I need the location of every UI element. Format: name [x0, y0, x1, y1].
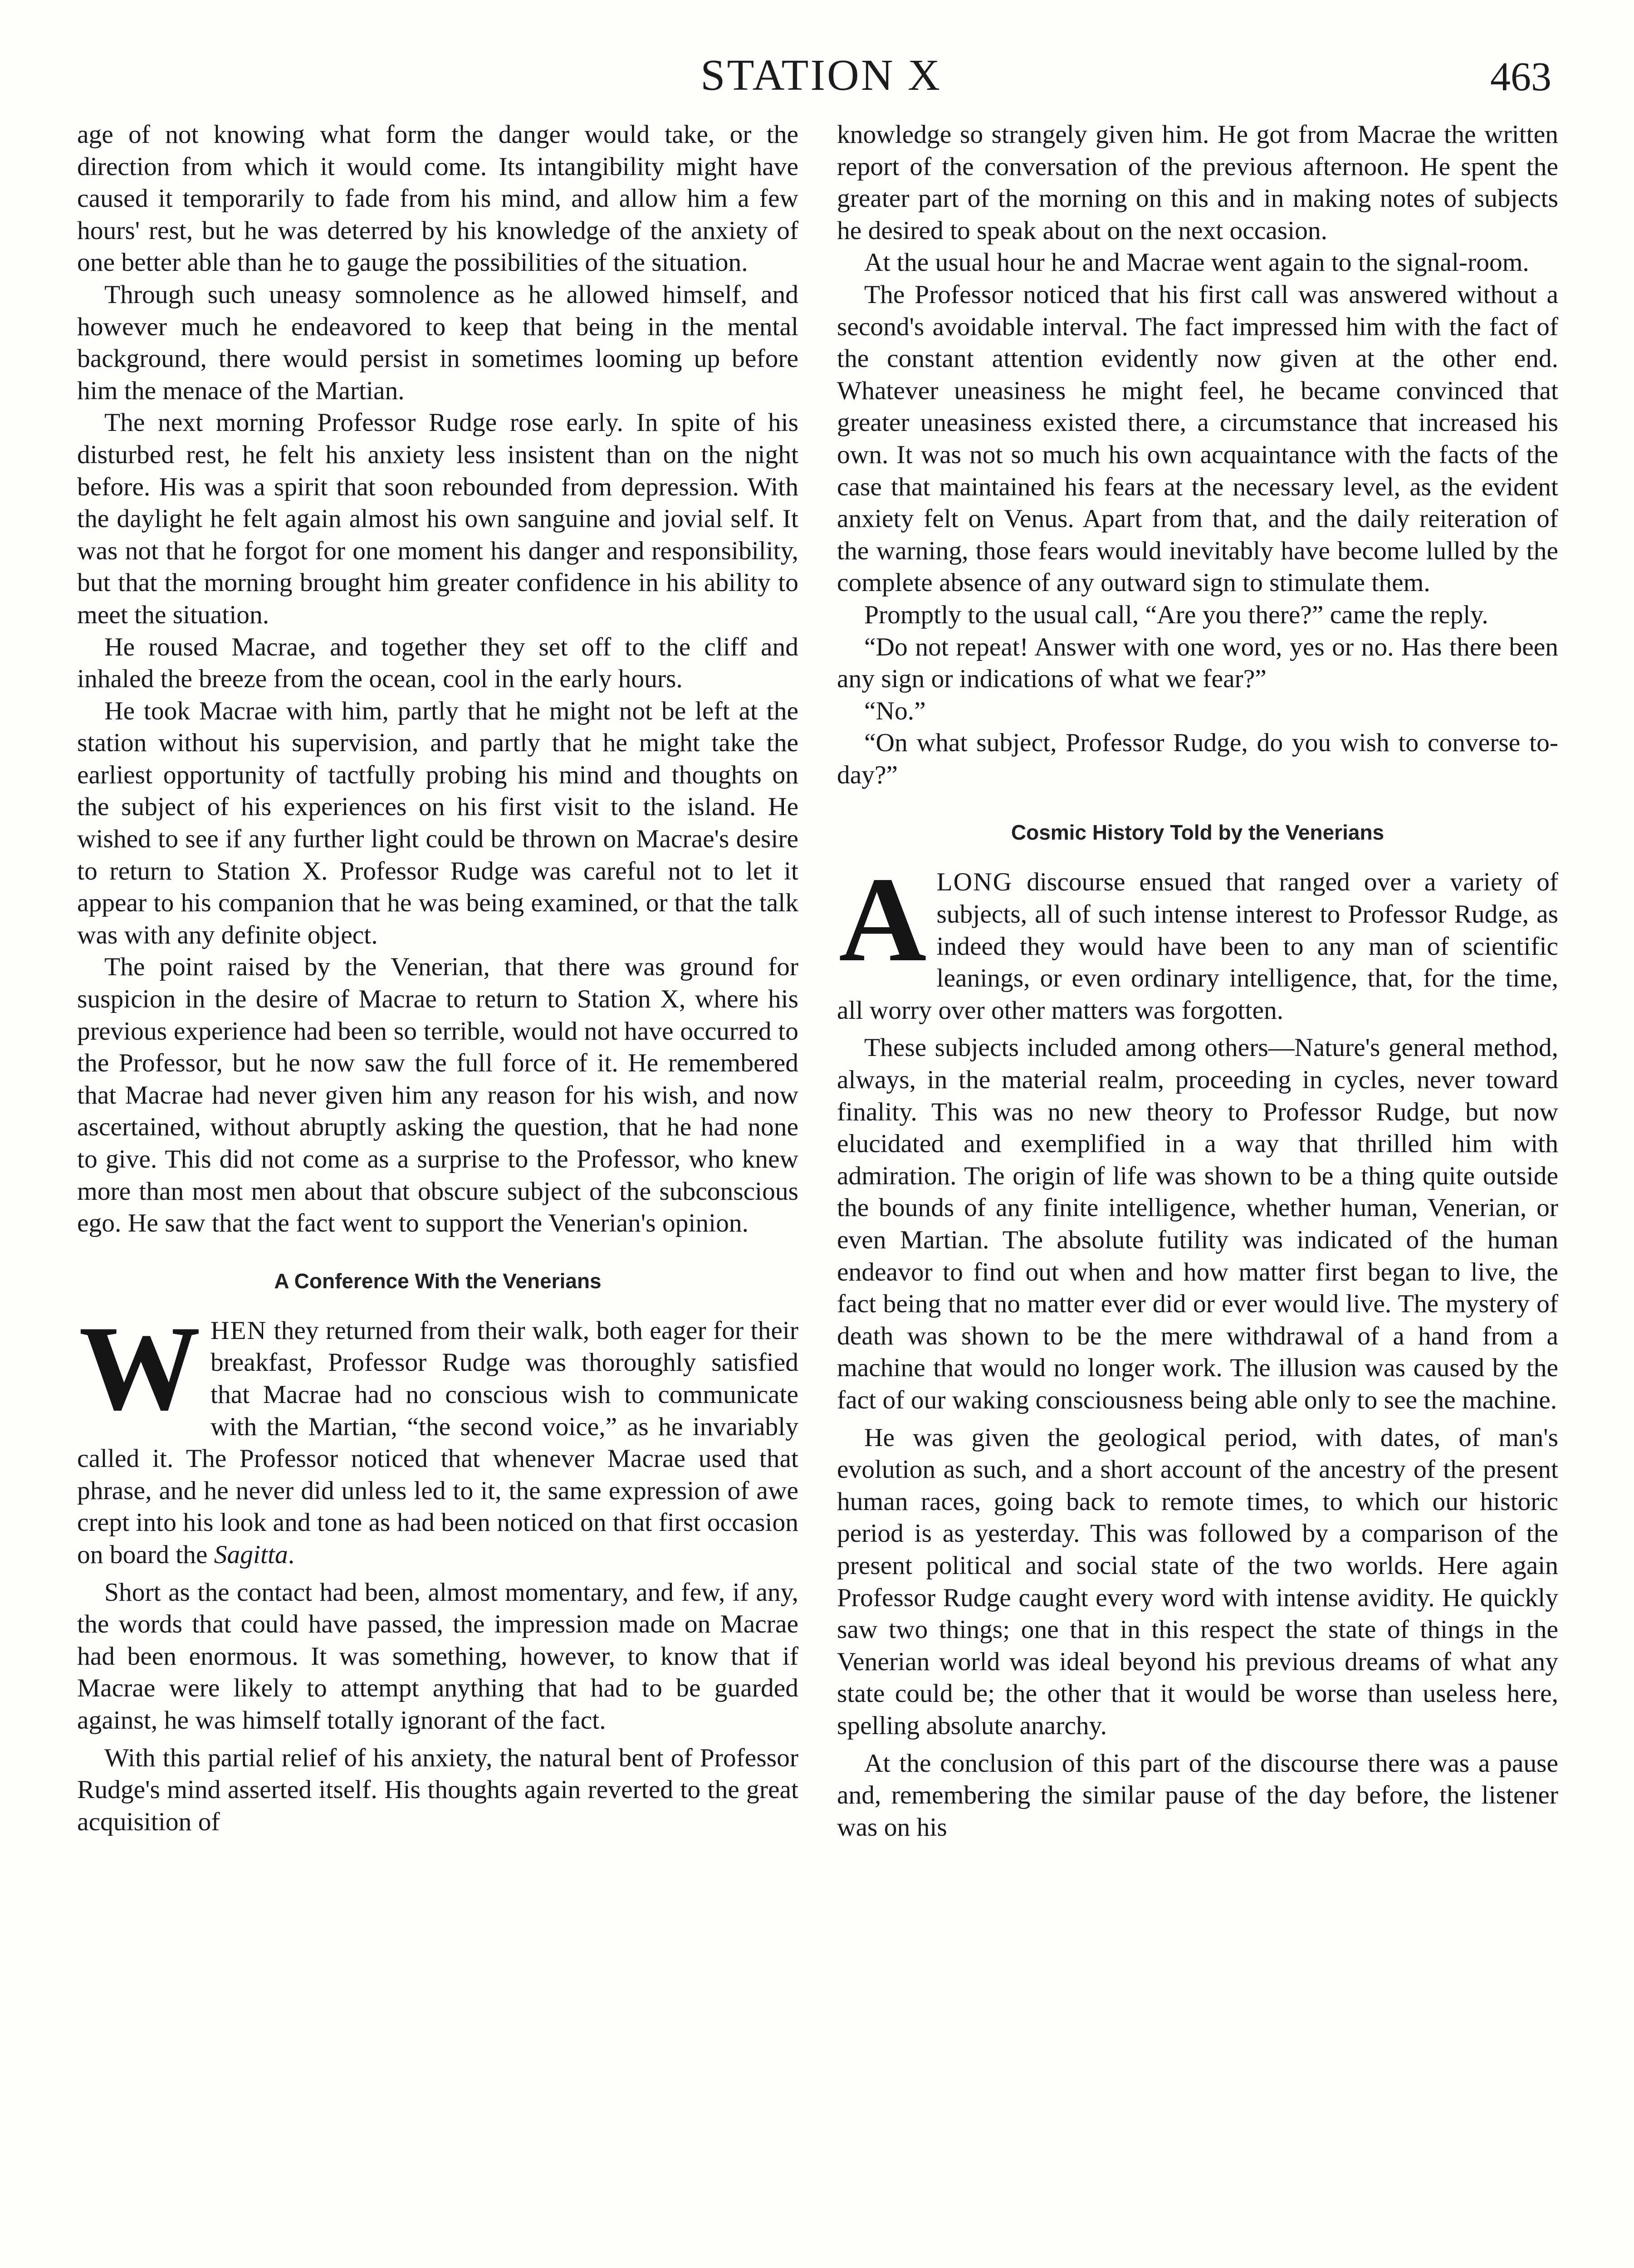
paragraph: He was given the geological period, with dates, of man's evolution as such, and a short account of the ancestry of the present human races, going back to remote times, to which our historic period is as yesterday. This was followed by a comparison of the present political and social state of the two worlds. Here again Professor Rudge caught every word with intense avidity. He quickly saw two things; one that in this respect the state of things in the Venerian world was ideal beyond his previous dreams of what any state could be; the other that it would be worse than useless here, spelling absolute anarchy. [837, 1423, 1558, 1740]
section-subheading: A Conference With the Venerians [274, 1269, 602, 1293]
right-column [837, 119, 1558, 1843]
paragraph: knowledge so strangely given him. He got from Macrae the written report of the conversation of the previous afternoon. He spent the greater part of the morning on this and in making notes of subjects he desired to speak about on the next occasion. [837, 120, 1558, 245]
paragraph: With this partial relief of his anxiety, the natural bent of Professor Rudge's mind asserted itself. His thoughts again reverted to the great acquisition of [77, 1743, 798, 1836]
paragraph-text: discourse ensued that ranged over a variety of subjects, all of such intense interest to Professor Rudge, as indeed they would have been to any man of scientific leanings, or even ordinary intelligence, that, for the time, all worry over other matters was forgotten. [837, 868, 1558, 1025]
paragraph: “Do not repeat! Answer with one word, yes or no. Has there been any sign or indications of what we fear?” [837, 632, 1558, 694]
paragraph: The point raised by the Venerian, that there was ground for suspicion in the desire of Macrae to return to Station X, where his previous experience had been so terrible, would not have occurred to the Professor, but he now saw the full force of it. He remembered that Macrae had never given him any reason for his wish, and now ascertained, without abruptly asking the question, that he had none to give. This did not come as a surprise to the Professor, who knew more than most men about that obscure subject of the subconscious ego. He saw that the fact went to support the Venerian's opinion. [77, 953, 798, 1238]
paragraph: Promptly to the usual call, “Are you there?” came the reply. [864, 600, 1488, 629]
left-column [77, 119, 798, 1838]
paragraph: He took Macrae with him, partly that he might not be left at the station without his supervision, and partly that he might take the earliest opportunity of tactfully probing his mind and thoughts on the subject of his experiences on his first visit to the island. He wished to see if any further light could be thrown on Macrae's desire to return to Station X. Professor Rudge was careful not to let it appear to his companion that he was being examined, or that the talk was with any definite object. [77, 696, 798, 949]
paragraph: Through such uneasy somnolence as he allowed himself, and however much he endeavored to keep that being in the mental background, there would persist in sometimes looming up before him the menace of the Martian. [77, 280, 798, 405]
paragraph-text: they returned from their walk, both eager for their breakfast, Professor Rudge was thoroughly satisfied that Macrae had no conscious wish to communicate with the Martian, “the second voice,” as he invariably called it. The Professor noticed that whenever Macrae used that phrase, and he never did unless led to it, the same expression of awe crept into his look and tone as had been noticed on that first occasion on board the [77, 1316, 798, 1569]
paragraph: The Professor noticed that his first call was answered without a second's avoidable interval. The fact impressed him with the fact of the constant attention evidently now given at the other end. Whatever uneasiness he might feel, he became convinced that greater uneasiness existed there, a circumstance that increased his own. It was not so much his own acquaintance with the facts of the case that maintained his fears at the necessary level, as the evident anxiety felt on Venus. Apart from that, and the daily reiteration of the warning, those fears would inevitably have become lulled by the complete absence of any outward sign to stimulate them. [837, 280, 1558, 597]
running-title: STATION X [700, 51, 942, 100]
ship-name: Sagitta [214, 1540, 288, 1569]
paragraph: Short as the contact had been, almost momentary, and few, if any, the words that could have passed, the impression made on Macrae had been enormous. It was something, however, to know that if Macrae were likely to attempt anything that had to be guarded against, he was himself totally ignorant of the fact. [77, 1578, 798, 1735]
paragraph: “No.” [864, 696, 926, 725]
paragraph-end: . [288, 1540, 295, 1569]
lead-in-caps: LONG [936, 868, 1013, 897]
drop-cap: A [839, 852, 927, 987]
paragraph: He roused Macrae, and together they set off to the cliff and inhaled the breeze from the ocean, cool in the early hours. [77, 632, 798, 694]
page-number: 463 [1490, 54, 1551, 99]
paragraph: age of not knowing what form the danger would take, or the direction from which it would come. Its intangibility might have caused it temporarily to fade from his mind, and allow him a few hours' rest, but he was deterred by his knowledge of the anxiety of one better able than he to gauge the possibilities of the situation. [77, 120, 798, 277]
page-header [77, 50, 1565, 109]
paragraph: The next morning Professor Rudge rose early. In spite of his disturbed rest, he felt his anxiety less insistent than on the night before. His was a spirit that soon rebounded from depression. With the daylight he felt again almost his own sanguine and jovial self. It was not that he forgot for one moment his danger and responsibility, but that the morning brought him greater confidence in his ability to meet the situation. [77, 408, 798, 629]
drop-cap-paragraph [77, 1300, 798, 1571]
paragraph: These subjects included among others—Nature's general method, always, in the material realm, proceeding in cycles, never toward finality. This was no new theory to Professor Rudge, but now elucidated and exemplified in a way that thrilled him with admiration. The origin of life was shown to be a thing quite outside the bounds of any finite intelligence, whether human, Venerian, or even Martian. The absolute futility was indicated of the human endeavor to find out when and how matter first began to live, the fact being that no matter ever did or ever would live. The mystery of death was shown to be the mere withdrawal of a hand from a machine that would no longer work. The illusion was caused by the fact of our waking consciousness being able only to see the machine. [837, 1033, 1558, 1414]
paragraph: At the conclusion of this part of the discourse there was a pause and, remembering the similar pause of the day before, the listener was on his [837, 1749, 1558, 1842]
drop-cap: W [79, 1300, 201, 1435]
lead-in-caps: HEN [210, 1316, 267, 1345]
paragraph: At the usual hour he and Macrae went again to the signal-room. [864, 248, 1529, 277]
drop-cap-paragraph [837, 852, 1558, 1026]
section-subheading: Cosmic History Told by the Venerians [1011, 821, 1384, 845]
paragraph: “On what subject, Professor Rudge, do you wish to converse to-day?” [837, 728, 1558, 789]
